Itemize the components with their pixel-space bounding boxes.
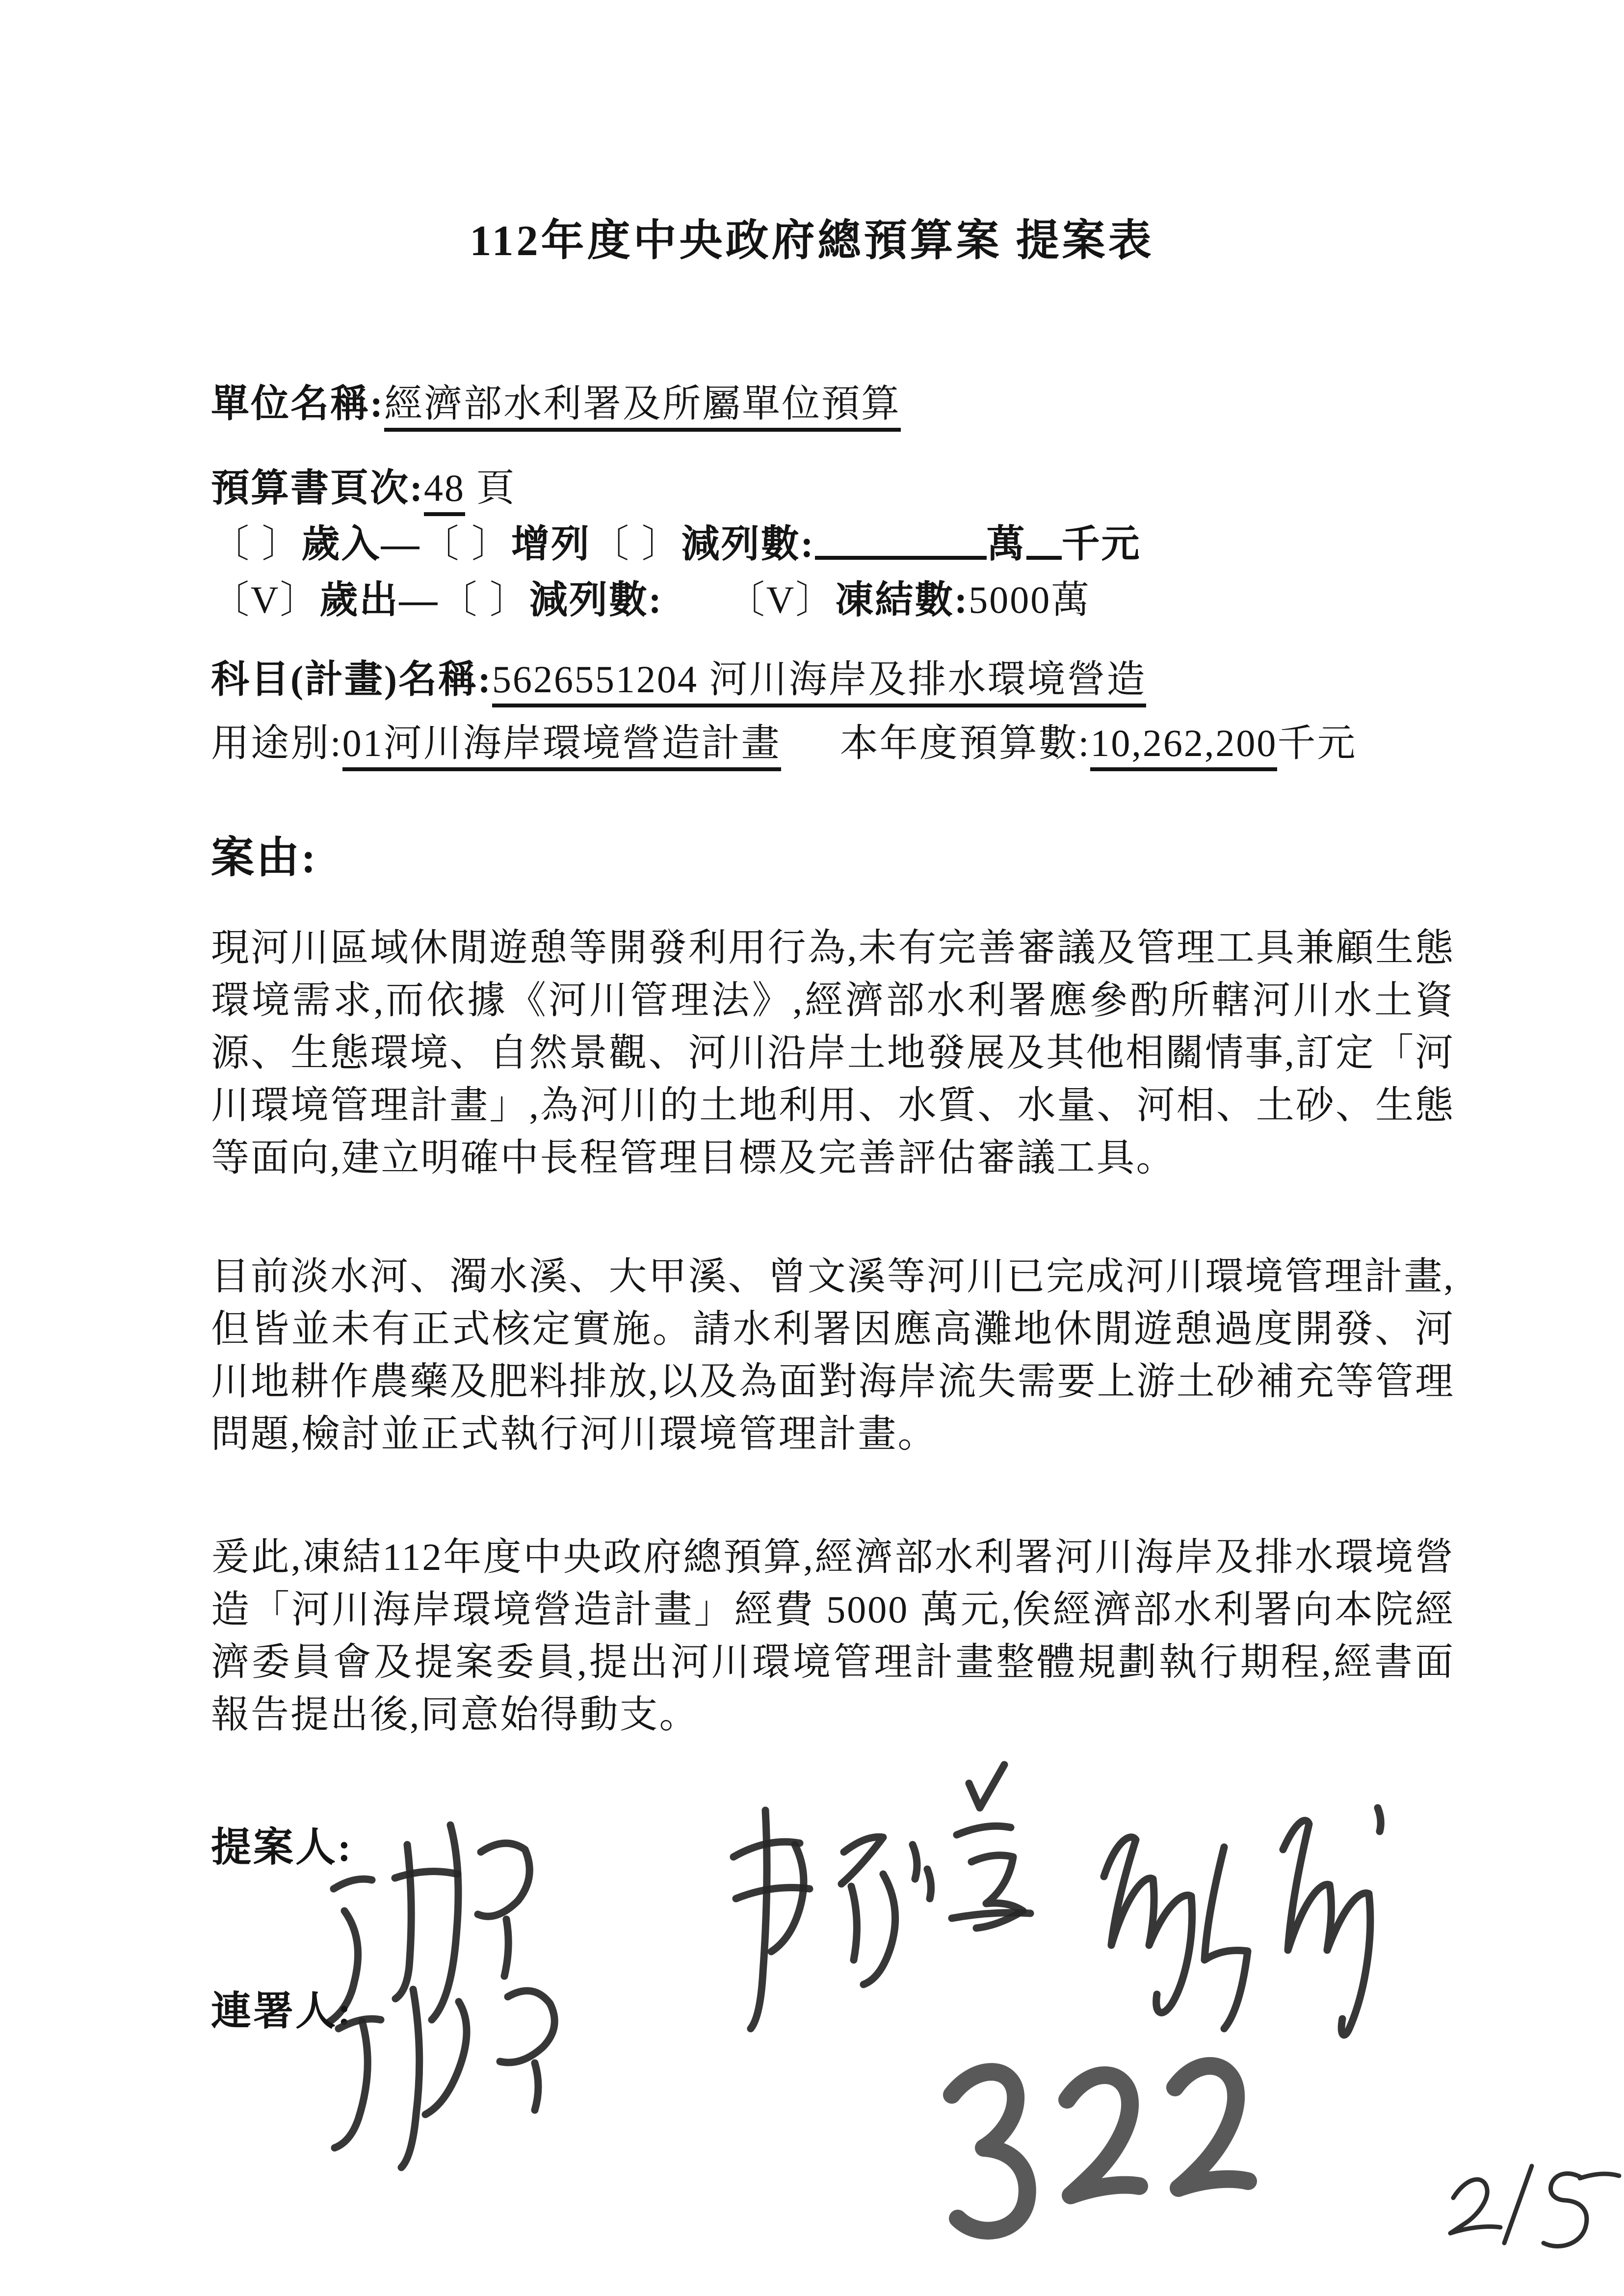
- cosigner-signature: [289, 1962, 707, 2183]
- expenditure-label: 歲出—: [319, 578, 439, 621]
- freeze-value: 5000萬: [969, 578, 1091, 621]
- form-title: 112年度中央政府總預算案 提案表: [470, 217, 1154, 265]
- case-paragraph-3: 爰此,凍結112年度中央政府總預算,經濟部水利署河川海岸及排水環境營造「河川海岸環境營造計畫」經費 5000 萬元,俟經濟部水利署向本院經濟委員會及提案委員,提出河川環境管理計畫整體規劃執行期程,經書面報告提出後,同意始得動支。: [211, 1536, 1455, 1736]
- proposer-signature-2: [733, 1765, 1030, 2029]
- expenditure-checkbox-line: [211, 569, 1091, 624]
- qianyuan-unit: 千元: [1061, 522, 1141, 565]
- proposer-label: 提案人:: [211, 1825, 353, 1870]
- reduce-label: 減列數:: [681, 522, 815, 565]
- revenue-checkbox-line: [211, 513, 1141, 568]
- case-reason-label: 案由:: [211, 835, 318, 882]
- annual-budget-value: 10,262,200: [1090, 722, 1277, 771]
- case-paragraph-1: 現河川區域休閒遊憩等開發利用行為,未有完善審議及管理工具兼顧生態環境需求,而依據《河川管理法》,經濟部水利署應參酌所轄河川水土資源、生態環境、自然景觀、河川沿岸土地發展及其他相關情事,訂定「河川環境管理計畫」,為河川的土地利用、水質、水量、河相、土砂、生態等面向,建立明確中長程管理目標及完善評估審議工具。: [211, 926, 1455, 1179]
- budget-page-unit: 頁: [476, 467, 516, 509]
- usage-label: 用途別:: [211, 722, 342, 764]
- freeze-label: 凍結數:: [835, 578, 969, 621]
- wan-unit: 萬: [986, 522, 1026, 565]
- usage-line: [211, 712, 1357, 767]
- annual-budget-unit: 千元: [1277, 722, 1357, 764]
- budget-page-line: [211, 457, 516, 512]
- check-tick-mark: [969, 1765, 1004, 1808]
- handwritten-page-mark: [1408, 2139, 1624, 2286]
- unit-name-value: 經濟部水利署及所屬單位預算: [384, 382, 901, 432]
- revenue-checkbox-empty: 〔 〕: [211, 522, 302, 565]
- expenditure-checkbox-checked: 〔V〕: [211, 578, 320, 621]
- blank-underline-long: [815, 526, 987, 560]
- unit-name-line: [211, 373, 901, 428]
- blank-underline-short: [1026, 526, 1062, 560]
- proposer-signature-3: [1104, 1808, 1381, 2035]
- add-checkbox-empty: 〔 〕: [420, 522, 512, 565]
- revenue-label: 歲入—: [301, 522, 421, 565]
- unit-name-label: 單位名稱:: [211, 382, 384, 425]
- reduce-checkbox-empty: 〔 〕: [591, 522, 681, 565]
- handwritten-case-number: [903, 2041, 1295, 2247]
- add-label: 增列: [511, 522, 591, 565]
- case-paragraph-2: 目前淡水河、濁水溪、大甲溪、曾文溪等河川已完成河川環境管理計畫,但皆並未有正式核定實施。請水利署因應高灘地休閒遊憩過度開發、河川地耕作農藥及肥料排放,以及為面對海岸流失需要上游土砂補充等管理問題,檢討並正式執行河川環境管理計畫。: [211, 1255, 1455, 1455]
- freeze-checkbox-checked: 〔V〕: [726, 578, 836, 621]
- expenditure-reduce-checkbox-empty: 〔 〕: [439, 578, 529, 621]
- budget-page-label: 預算書頁次:: [211, 467, 424, 509]
- annual-budget-label: 本年度預算數:: [839, 722, 1091, 764]
- subject-line: [211, 649, 1146, 704]
- cosigner-label: 連署人:: [211, 1989, 353, 2034]
- subject-value: 5626551204 河川海岸及排水環境營造: [492, 658, 1147, 707]
- cosigner-signature-1: [335, 1989, 554, 2167]
- usage-value: 01河川海岸環境營造計畫: [342, 722, 781, 771]
- budget-page-value: 48: [424, 467, 465, 516]
- subject-label: 科目(計畫)名稱:: [211, 658, 492, 701]
- expenditure-reduce-label: 減列數:: [529, 578, 663, 621]
